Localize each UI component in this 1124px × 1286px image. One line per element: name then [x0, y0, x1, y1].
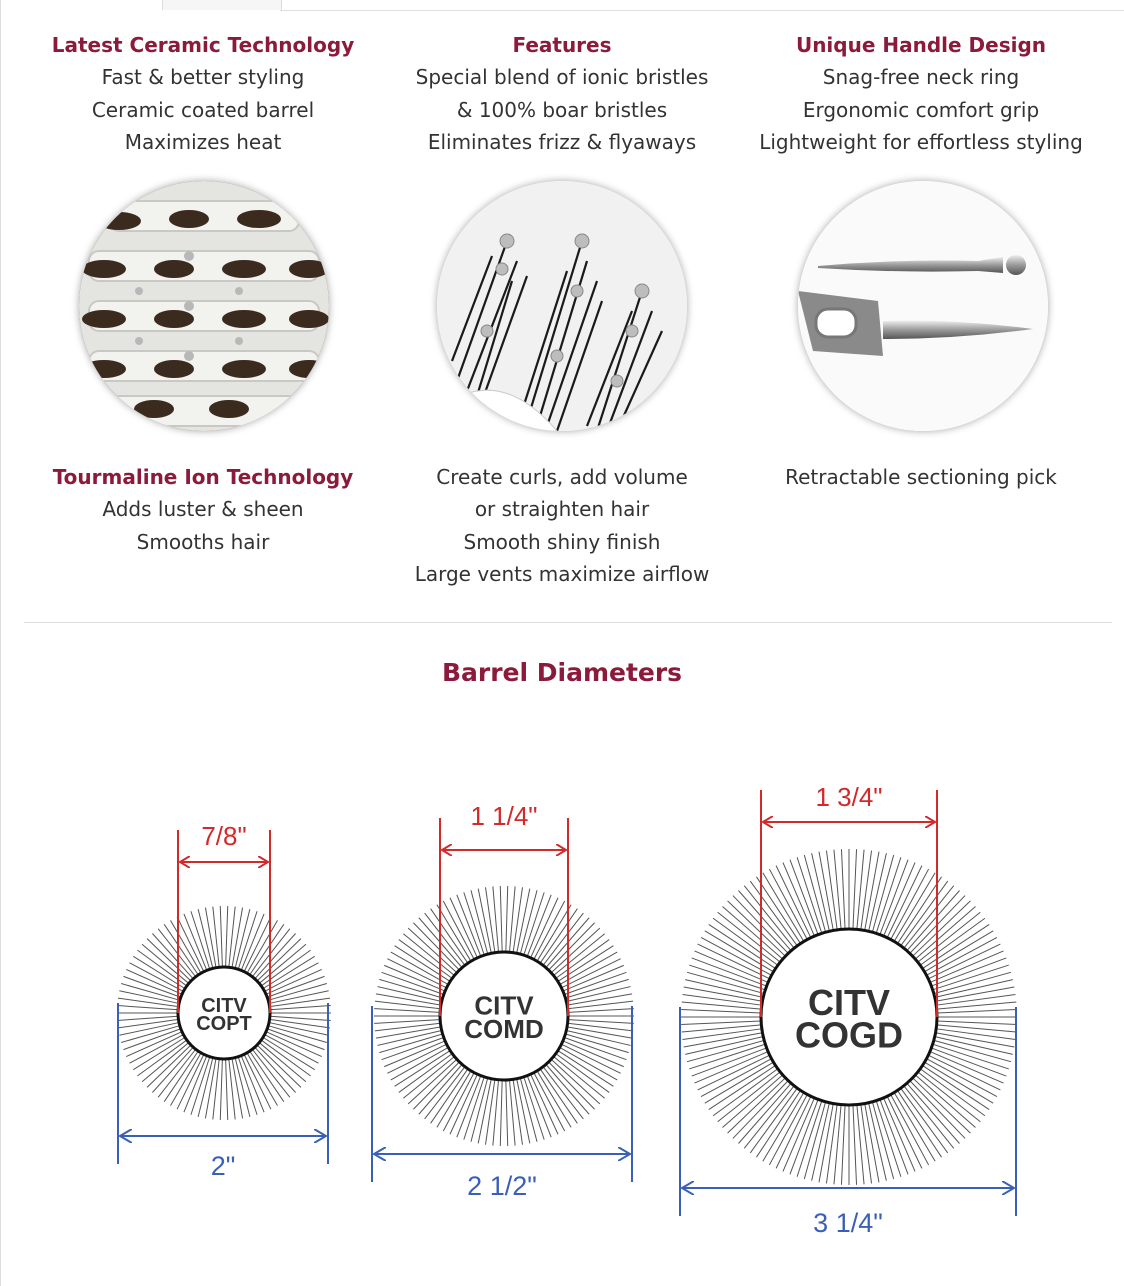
bristle [379, 979, 442, 998]
top-rule [280, 10, 1124, 11]
tourmaline-heading: Tourmaline Ion Technology [52, 465, 354, 489]
handle-design-block [741, 29, 1101, 159]
bristle [375, 1023, 441, 1031]
bristle [500, 886, 502, 952]
bristle [797, 857, 822, 933]
pick-block [741, 461, 1101, 493]
bristle [457, 895, 481, 957]
handle-design-heading: Unique Handle Design [795, 33, 1047, 57]
bristle [506, 886, 508, 952]
overall-diameter-label: 2 1/2" [467, 1171, 537, 1201]
bristle [722, 1075, 782, 1128]
overall-diameter-label: 2" [210, 1151, 236, 1181]
bristle [556, 940, 609, 979]
handle-line: Snag-free neck ring [822, 65, 1020, 89]
bristle [681, 1009, 761, 1013]
sectioning-pick-image [798, 181, 1048, 431]
bristle [527, 895, 551, 957]
bristle [728, 1078, 786, 1133]
bristle [229, 907, 235, 968]
ceramic-line: Fast & better styling [101, 65, 305, 89]
features-line: Eliminates frizz & flyaways [427, 130, 697, 154]
pick-line: Retractable sectioning pick [785, 465, 1057, 489]
bristle [384, 965, 445, 991]
bristle [220, 906, 222, 967]
bristle [399, 940, 452, 979]
ceramic-line: Ceramic coated barrel [91, 97, 315, 122]
bristle [500, 1080, 502, 1146]
bristle [118, 998, 178, 1006]
bristle [564, 972, 626, 994]
tourmaline-line: Smooths hair [136, 529, 270, 554]
bristle [907, 1083, 960, 1143]
bristle [399, 1054, 452, 1093]
bristle [907, 890, 960, 950]
features-heading: Features [512, 33, 612, 57]
bristle [913, 901, 971, 956]
bristle [554, 1057, 605, 1099]
handle-line: Ergonomic comfort grip [802, 97, 1040, 122]
curls-line: or straighten hair [474, 497, 650, 521]
barrel-model-line2: COGD [795, 1014, 903, 1056]
bristle [728, 901, 786, 956]
ceramic-technology-heading: Latest Ceramic Technology [51, 33, 355, 57]
bristle [403, 934, 454, 976]
bristle [118, 1019, 178, 1027]
bristle [738, 1083, 791, 1143]
bristle [563, 1041, 624, 1067]
bristle [937, 1021, 1017, 1025]
bristle [876, 857, 901, 933]
bristle [556, 1054, 609, 1093]
bristle [425, 1067, 465, 1119]
bristle [568, 1001, 634, 1009]
barrel-model-line1: CITV [474, 990, 534, 1021]
bristle [403, 1057, 454, 1099]
ceramic-technology-block [23, 29, 383, 159]
bristle [384, 1041, 445, 1067]
bristle [913, 1078, 971, 1133]
bristle [270, 1016, 331, 1020]
bristle [853, 1105, 857, 1185]
barrel-diameter-label: 1 3/4" [815, 782, 883, 812]
bristle [853, 849, 857, 929]
bristle [220, 1059, 222, 1120]
features-line: Special blend of ionic bristles [415, 65, 709, 89]
bristle [565, 979, 628, 998]
bristle [241, 914, 264, 971]
bristle [841, 1105, 845, 1185]
ionic-bristles-closeup-image [437, 181, 687, 431]
bristle [527, 1076, 551, 1138]
bristle [184, 1056, 207, 1113]
features-block [382, 29, 742, 159]
bristle [933, 965, 1009, 990]
section-divider [24, 622, 1112, 623]
bristle [722, 906, 782, 959]
bristle [375, 1001, 441, 1009]
barrel-diameters-diagram [0, 770, 1124, 1250]
barrel-model-line1: CITV [201, 995, 247, 1017]
bristle [543, 913, 583, 965]
bristle [506, 1080, 508, 1146]
bristle [374, 1009, 440, 1013]
barrel-model-line1: CITV [807, 982, 891, 1024]
bristle [933, 1044, 1009, 1069]
bristle [270, 1006, 331, 1010]
bristle [937, 1009, 1017, 1013]
bristle [117, 1006, 178, 1010]
bristle [382, 1038, 444, 1060]
features-line: & 100% boar bristles [456, 97, 668, 122]
bristle [568, 1009, 634, 1013]
bristle [241, 1056, 264, 1113]
tourmaline-line: Adds luster & sheen [102, 497, 304, 521]
bristle [270, 1019, 330, 1027]
bristle [738, 890, 791, 950]
bristle [457, 1076, 481, 1138]
barrel-model-line2: COPT [196, 1013, 252, 1035]
bristle [689, 965, 765, 990]
bristle [226, 906, 228, 967]
curls-line: Create curls, add volume [436, 465, 688, 489]
bristle [797, 1101, 822, 1177]
ceramic-barrel-closeup-image [79, 181, 329, 431]
bristle [910, 1081, 965, 1139]
bristle [379, 1034, 442, 1053]
bristle [270, 998, 330, 1006]
bristle [689, 1044, 765, 1069]
bristle [425, 913, 465, 965]
bristle [563, 965, 624, 991]
barrel-diameter-label: 1 1/4" [470, 801, 538, 831]
ceramic-line: Maximizes heat [124, 130, 282, 154]
bristle [184, 914, 207, 971]
bristle [226, 1059, 228, 1120]
barrel-diameter-label: 7/8" [201, 821, 247, 851]
bristle [543, 1067, 583, 1119]
bristle [213, 1059, 219, 1120]
bristle [564, 1038, 626, 1060]
barrel-diameters-heading: Barrel Diameters [441, 658, 683, 687]
curls-line: Large vents maximize airflow [414, 562, 710, 586]
bristle [374, 1020, 440, 1024]
barrel-model-line2: COMD [464, 1014, 544, 1045]
tourmaline-block [23, 461, 383, 558]
bristle [841, 849, 845, 929]
bristle [681, 1021, 761, 1025]
handle-line: Lightweight for effortless styling [759, 130, 1083, 154]
bristle [915, 906, 975, 959]
bristle [554, 934, 605, 976]
curls-line: Smooth shiny finish [463, 529, 661, 554]
bristle [565, 1034, 628, 1053]
bristle [876, 1101, 901, 1177]
bristle [915, 1075, 975, 1128]
overall-diameter-label: 3 1/4" [813, 1208, 883, 1238]
bristle [568, 1020, 634, 1024]
bristle [213, 907, 219, 968]
bristle [568, 1023, 634, 1031]
curls-block [382, 461, 742, 591]
bristle [733, 1081, 788, 1139]
bristle [229, 1059, 235, 1120]
bristle [382, 972, 444, 994]
tab-stub[interactable] [162, 0, 282, 10]
bristle [117, 1016, 178, 1020]
